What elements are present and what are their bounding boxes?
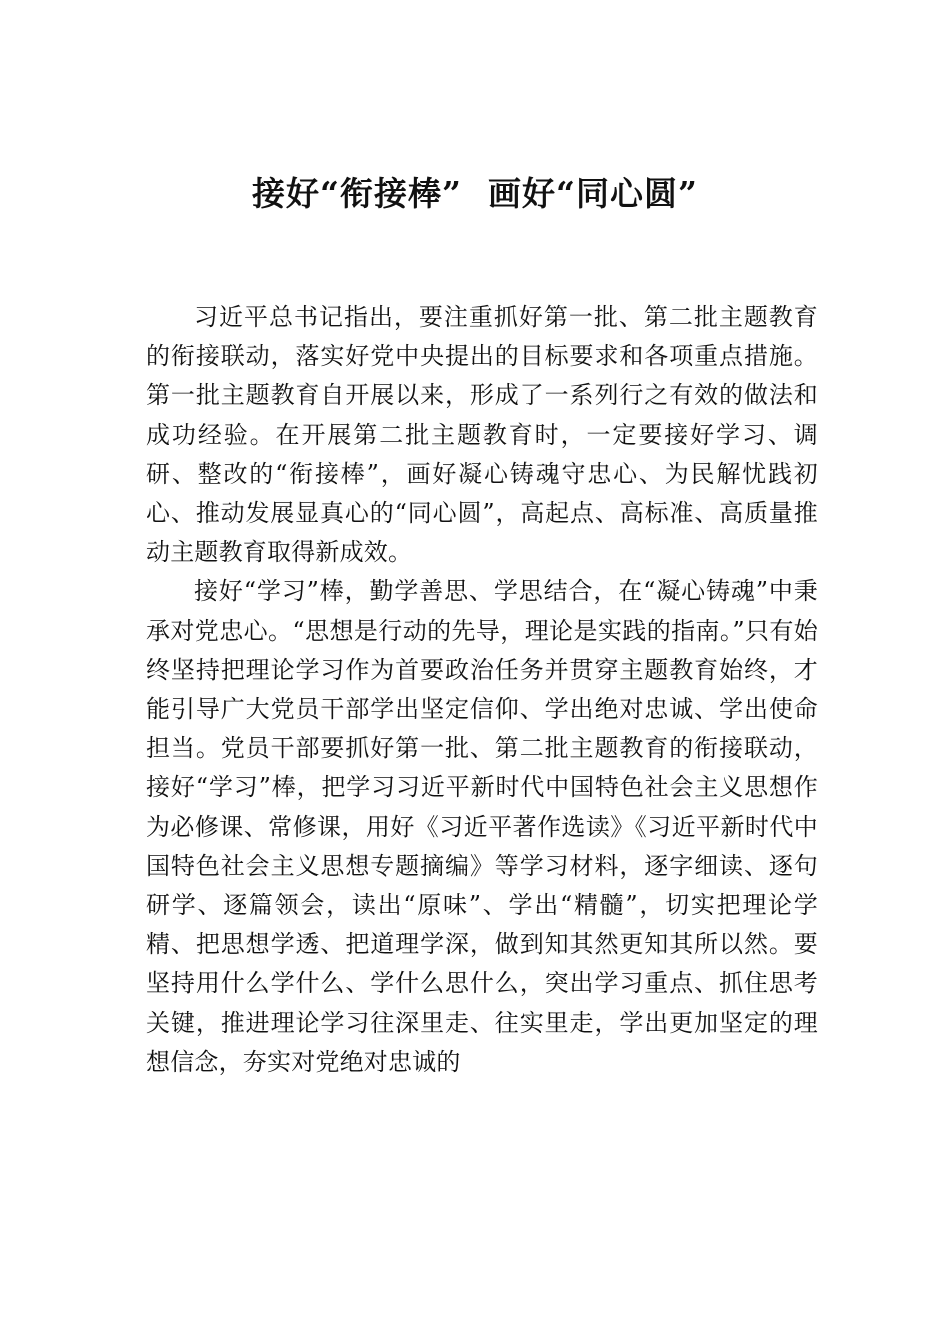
title-part-1: 接好“衔接棒” — [252, 174, 462, 213]
document-body — [146, 298, 818, 1082]
paragraph-1: 习近平总书记指出，要注重抓好第一批、第二批主题教育的衔接联动，落实好党中央提出的目标要求和各项重点措施。第一批主题教育自开展以来，形成了一系列行之有效的做法和成功经验。在开展第二批主题教育时，一定要接好学习、调研、整改的“衔接棒”，画好凝心铸魂守忠心、为民解忧践初心、推动发展显真心的“同心圆”，高起点、高标准、高质量推动主题教育取得新成效。 — [146, 303, 818, 567]
page-title — [0, 172, 950, 216]
paragraph-2: 接好“学习”棒，勤学善思、学思结合，在“凝心铸魂”中秉承对党忠心。“思想是行动的先导，理论是实践的指南。”只有始终坚持把理论学习作为首要政治任务并贯穿主题教育始终，才能引导广大党员干部学出坚定信仰、学出绝对忠诚、学出使命担当。党员干部要抓好第一批、第二批主题教育的衔接联动，接好“学习”棒，把学习习近平新时代中国特色社会主义思想作为必修课、常修课，用好《习近平著作选读》《习近平新时代中国特色社会主义思想专题摘编》等学习材料，逐字细读、逐句研学、逐篇领会，读出“原味”、学出“精髓”，切实把理论学精、把思想学透、把道理学深，做到知其然更知其所以然。要坚持用什么学什么、学什么思什么，突出学习重点、抓住思考关键，推进理论学习往深里走、往实里走，学出更加坚定的理想信念，夯实对党绝对忠诚的 — [146, 577, 818, 1076]
title-part-2: 画好“同心圆” — [488, 174, 698, 213]
